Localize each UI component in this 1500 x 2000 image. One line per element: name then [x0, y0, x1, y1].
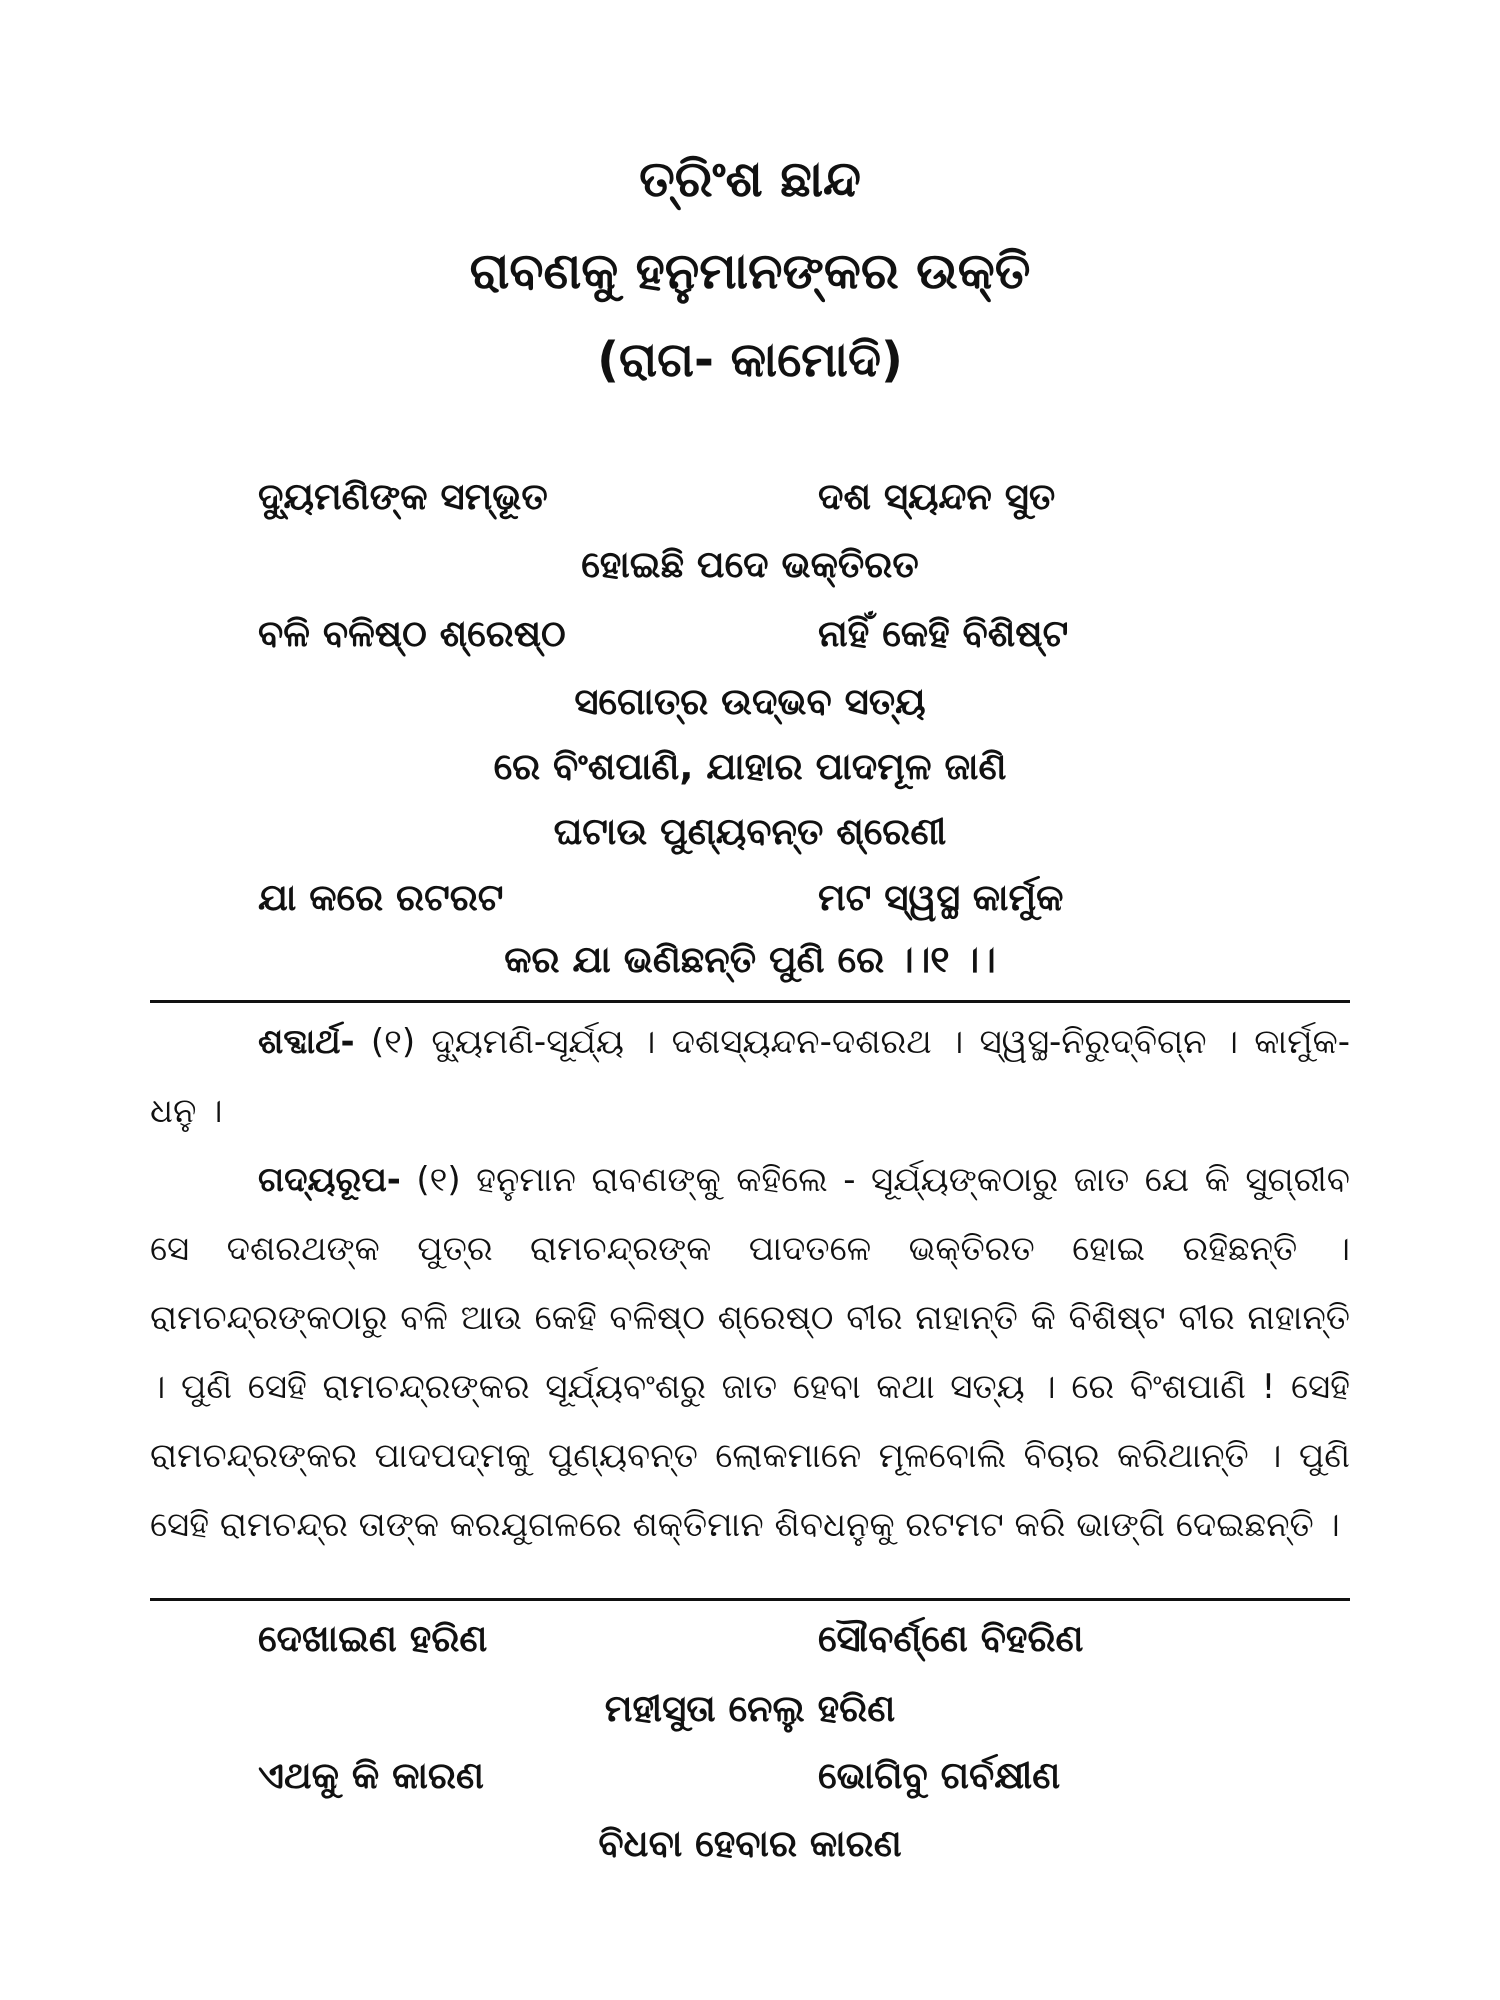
verse-line-7-left: ଯା କରେ ରଟରଟ	[258, 876, 504, 919]
prose-text: (୧) ହନୁମାନ ରାବଣଙ୍କୁ କହିଲେ - ସୂର୍ଯ୍ୟଙ୍କଠାରୁ ଜାତ ଯେ କି ସୁଗ୍ରୀବ ସେ ଦଶରଥଙ୍କ ପୁତ୍ର ରାମଚନ୍ଦ୍ରଙ୍କ ପାଦତଳେ ଭକ୍ତିରତ ହୋଇ ରହିଛନ୍ତି । ରାମଚନ୍ଦ୍ରଙ୍କଠାରୁ ବଳି ଆଉ କେହି ବଳିଷ୍ଠ ଶ୍ରେଷ୍ଠ ବୀର ନାହାନ୍ତି କି ବିଶିଷ୍ଟ ବୀର ନାହାନ୍ତି । ପୁଣି ସେହି ରାମଚନ୍ଦ୍ରଙ୍କର ସୂର୍ଯ୍ୟବଂଶରୁ ଜାତ ହେବା କଥା ସତ୍ୟ । ରେ ବିଂଶପାଣି ! ସେହି ରାମଚନ୍ଦ୍ରଙ୍କର ପାଦପଦ୍ମକୁ ପୁଣ୍ୟବନ୍ତ ଲୋକମାନେ ମୂଳବୋଲି ବିଚାର କରିଥାନ୍ତି । ପୁଣି ସେହି ରାମଚନ୍ଦ୍ର ତାଙ୍କ କରଯୁଗଳରେ ଶକ୍ତିମାନ ଶିବଧନୁକୁ ରଟମଟ କରି ଭାଙ୍ଗି ଦେଇଛନ୍ତି ।	[150, 1160, 1350, 1545]
verse-line-1-left: ଦ୍ୟୁମଣିଙ୍କ ସମ୍ଭୂତ	[258, 475, 548, 518]
divider-rule	[150, 1000, 1350, 1003]
verse-line-6: ଘଟାଉ ପୁଣ୍ୟବନ୍ତ ଶ୍ରେଣୀ	[553, 810, 947, 853]
verse-line-10: ମହୀସୁତା ନେଲୁ ହରିଣ	[604, 1687, 896, 1730]
prose-label: ଗଦ୍ୟରୂପ-	[258, 1160, 401, 1200]
verse-line-11-left: ଏଥକୁ କି କାରଣ	[258, 1754, 484, 1797]
page-title: ରାବଣକୁ ହନୁମାନଙ୍କର ଉକ୍ତି	[469, 242, 1031, 300]
verse-line-8: କର ଯା ଭଣିଛନ୍ତି ପୁଣି ରେ ।।୧ ।।	[504, 938, 996, 981]
prose-paragraph	[150, 1146, 1350, 1560]
divider-rule	[150, 1598, 1350, 1601]
verse-line-9-left: ଦେଖାଇଣ ହରିଣ	[258, 1617, 488, 1660]
glossary-paragraph	[150, 1008, 1350, 1146]
commentary-block	[150, 1008, 1350, 1560]
verse-line-9-right: ସୌବର୍ଣ୍ଣେ ବିହରିଣ	[818, 1617, 1084, 1660]
glossary-label: ଶବ୍ଦାର୍ଥ-	[258, 1022, 355, 1062]
verse-line-4: ସଗୋତ୍ର ଉଦ୍‌ଭବ ସତ୍ୟ	[574, 680, 926, 723]
raga-subtitle: (ରାଗ- କାମୋଦି)	[597, 332, 903, 388]
verse-line-2: ହୋଇଛି ପଦେ ଭକ୍ତିରତ	[581, 543, 919, 586]
verse-line-3-left: ବଳି ବଳିଷ୍ଠ ଶ୍ରେଷ୍ଠ	[258, 612, 566, 655]
verse-line-5: ରେ ବିଂଶପାଣି, ଯାହାର ପାଦମୂଳ ଜାଣି	[493, 745, 1007, 788]
verse-line-3-right: ନାହିଁ କେହି ବିଶିଷ୍ଟ	[818, 612, 1069, 655]
chapter-heading: ତ୍ରିଂଶ ଛାନ୍ଦ	[639, 150, 861, 208]
glossary-text: (୧) ଦ୍ୟୁମଣି-ସୂର୍ଯ୍ୟ । ଦଶସ୍ୟନ୍ଦନ-ଦଶରଥ । ସ୍ୱସ୍ଥ-ନିରୁଦ୍‌ବିଗ୍ନ । କାର୍ମୁକ-ଧନୁ ।	[150, 1022, 1350, 1131]
verse-line-11-right: ଭୋଗିବୁ ଗର୍ବକ୍ଷୀଣ	[818, 1754, 1061, 1797]
verse-line-12: ବିଧବା ହେବାର କାରଣ	[598, 1822, 902, 1865]
verse-line-1-right: ଦଶ ସ୍ୟନ୍ଦନ ସୁତ	[818, 475, 1056, 518]
verse-line-7-right: ମଟ ସ୍ୱସ୍ଥ କାର୍ମୁକ	[818, 876, 1064, 919]
